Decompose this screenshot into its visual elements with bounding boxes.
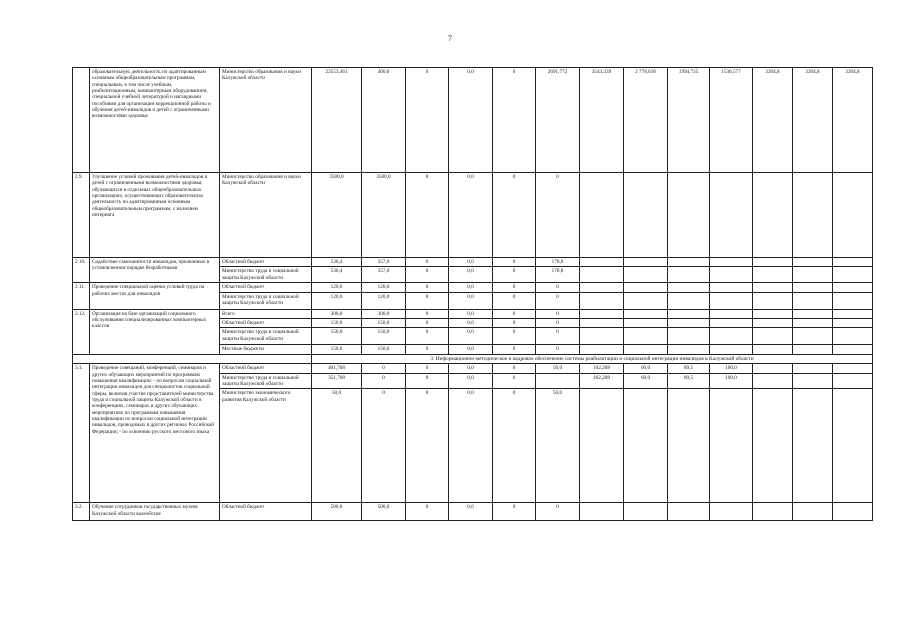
value-cell <box>668 345 710 354</box>
value-cell <box>710 173 753 258</box>
value-cell: 0 <box>493 68 536 173</box>
funding-source: Областной бюджет <box>220 503 312 521</box>
value-cell: 0 <box>406 345 449 354</box>
value-cell <box>580 283 624 292</box>
value-cell: 0 <box>536 309 580 318</box>
value-cell <box>833 364 873 373</box>
value-cell: 536,4 <box>312 258 362 267</box>
value-cell: 0 <box>536 345 580 354</box>
value-cell <box>580 503 624 521</box>
value-cell: 100,0 <box>710 364 753 373</box>
value-cell: 0 <box>536 292 580 309</box>
value-cell <box>580 389 624 503</box>
value-cell <box>833 283 873 292</box>
value-cell <box>753 309 793 318</box>
value-cell <box>710 328 753 345</box>
value-cell: 150,0 <box>362 328 406 345</box>
item-number: 2.9. <box>73 173 90 258</box>
value-cell: 0 <box>493 328 536 345</box>
value-cell <box>668 319 710 328</box>
value-cell: 0 <box>406 319 449 328</box>
value-cell <box>710 319 753 328</box>
value-cell: 1530,577 <box>710 68 753 173</box>
value-cell: 0,0 <box>449 258 493 267</box>
value-cell: 50,0 <box>312 389 362 503</box>
funding-source: Областной бюджет <box>220 283 312 292</box>
value-cell: 300,0 <box>362 309 406 318</box>
value-cell <box>668 389 710 503</box>
value-cell <box>793 328 833 345</box>
value-cell <box>668 292 710 309</box>
item-title: образовательную деятельность по адаптированным основным общеобразовательным программам, специальным, в том числе учебным, реабилитационным, компьютерным оборудованием, специальной учебной литературой и наглядными пособиями для организации коррекционной работы и обучения детей-инвалидов и детей с ограниченными возможностями здоровья <box>90 68 220 173</box>
value-cell: 0 <box>493 373 536 389</box>
funding-source: Местные бюджеты <box>220 345 312 354</box>
value-cell: 100,0 <box>710 373 753 389</box>
value-cell: 0 <box>406 309 449 318</box>
value-cell: 0 <box>493 389 536 503</box>
value-cell <box>833 389 873 503</box>
value-cell: 0 <box>362 373 406 389</box>
value-cell <box>668 267 710 283</box>
value-cell <box>668 328 710 345</box>
value-cell <box>753 364 793 373</box>
value-cell: 0 <box>362 364 406 373</box>
value-cell: 351,708 <box>312 373 362 389</box>
value-cell: 0,0 <box>449 503 493 521</box>
value-cell <box>753 503 793 521</box>
value-cell: 3204,8 <box>753 68 793 173</box>
value-cell <box>753 319 793 328</box>
value-cell: 0 <box>493 309 536 318</box>
value-cell: 0 <box>362 389 406 503</box>
value-cell: 3500,0 <box>362 173 406 258</box>
value-cell <box>833 503 873 521</box>
value-cell <box>710 292 753 309</box>
value-cell <box>793 258 833 267</box>
value-cell <box>793 345 833 354</box>
value-cell <box>753 328 793 345</box>
value-cell <box>833 173 873 258</box>
value-cell <box>793 173 833 258</box>
value-cell <box>793 283 833 292</box>
value-cell <box>793 319 833 328</box>
value-cell: 0,0 <box>449 292 493 309</box>
value-cell: 0 <box>536 319 580 328</box>
section-header-row <box>73 354 873 364</box>
value-cell: 0 <box>406 389 449 503</box>
section-3-title: 3. Информационно-методическое и кадровое обеспечение системы реабилитации и социальной интеграции инвалидов в Калужской области <box>312 354 873 364</box>
value-cell <box>624 292 668 309</box>
value-cell <box>753 267 793 283</box>
value-cell <box>793 364 833 373</box>
value-cell <box>580 258 624 267</box>
value-cell: 0,0 <box>449 309 493 318</box>
value-cell <box>753 373 793 389</box>
value-cell: 89,5 <box>668 373 710 389</box>
value-cell: 3543,339 <box>580 68 624 173</box>
value-cell <box>833 319 873 328</box>
value-cell <box>793 292 833 309</box>
funding-source: Всего <box>220 309 312 318</box>
value-cell <box>580 292 624 309</box>
table-row <box>73 173 873 258</box>
value-cell: 500,0 <box>312 503 362 521</box>
value-cell <box>624 267 668 283</box>
value-cell <box>753 283 793 292</box>
value-cell: 60,0 <box>624 364 668 373</box>
value-cell: 400,0 <box>362 68 406 173</box>
value-cell: 401,708 <box>312 364 362 373</box>
value-cell: 2 778,618 <box>624 68 668 173</box>
item-title: Улучшение условий проживания детей-инвалидов и детей с ограниченными возможностями здоровья, обучающихся в отдельных общеобразовательных организациях, осуществляющих образовательную деятельность по адаптированным основным общеобразовательным программам, с наличием интерната <box>90 173 220 258</box>
value-cell <box>710 283 753 292</box>
funding-source: Областной бюджет <box>220 258 312 267</box>
value-cell: 50,0 <box>536 364 580 373</box>
value-cell <box>833 292 873 309</box>
funding-source: Министерство труда и социальной защиты Калужской области <box>220 267 312 283</box>
value-cell: 0,0 <box>449 267 493 283</box>
value-cell <box>624 345 668 354</box>
table-row <box>73 258 873 267</box>
item-number: 2.11. <box>73 283 90 309</box>
value-cell: 3500,0 <box>312 173 362 258</box>
item-number: 2.10. <box>73 258 90 283</box>
value-cell: 0 <box>406 258 449 267</box>
value-cell <box>580 328 624 345</box>
value-cell: 0 <box>493 345 536 354</box>
value-cell: 178,8 <box>536 267 580 283</box>
value-cell: 0 <box>406 373 449 389</box>
value-cell: 0,0 <box>449 364 493 373</box>
item-number: 2.12. <box>73 309 90 354</box>
value-cell <box>833 309 873 318</box>
value-cell: 0 <box>536 173 580 258</box>
value-cell: 0,0 <box>449 173 493 258</box>
value-cell: 0,0 <box>449 389 493 503</box>
value-cell: 357,6 <box>362 267 406 283</box>
value-cell <box>710 267 753 283</box>
page-number: 7 <box>448 34 452 43</box>
value-cell <box>624 389 668 503</box>
value-cell <box>580 345 624 354</box>
value-cell: 0 <box>493 283 536 292</box>
value-cell <box>833 345 873 354</box>
table-row <box>73 68 873 173</box>
funding-source: Министерство труда и социальной защиты Калужской области <box>220 328 312 345</box>
value-cell: 150,0 <box>312 319 362 328</box>
value-cell: 102,208 <box>580 364 624 373</box>
value-cell <box>668 309 710 318</box>
item-title: Организация на базе организаций социального обслуживания специализированных компьютерных классов <box>90 309 220 354</box>
value-cell <box>580 319 624 328</box>
value-cell <box>624 309 668 318</box>
value-cell: 0 <box>406 503 449 521</box>
section-spacer-cell <box>73 354 312 364</box>
value-cell <box>624 503 668 521</box>
value-cell: 0 <box>493 173 536 258</box>
value-cell <box>624 319 668 328</box>
value-cell: 0,0 <box>449 328 493 345</box>
value-cell <box>710 503 753 521</box>
table-row <box>73 283 873 292</box>
value-cell <box>668 503 710 521</box>
value-cell: 1994,735 <box>668 68 710 173</box>
value-cell <box>753 292 793 309</box>
value-cell <box>793 373 833 389</box>
value-cell: 150,0 <box>362 319 406 328</box>
table-row <box>73 309 873 318</box>
value-cell: 0 <box>406 68 449 173</box>
value-cell: 0 <box>536 503 580 521</box>
value-cell: 120,0 <box>362 292 406 309</box>
value-cell <box>580 309 624 318</box>
value-cell: 0,0 <box>449 345 493 354</box>
value-cell: 500,0 <box>362 503 406 521</box>
value-cell: 0 <box>493 267 536 283</box>
value-cell <box>753 258 793 267</box>
funding-source: Министерство труда и социальной защиты Калужской области <box>220 373 312 389</box>
value-cell: 102,208 <box>580 373 624 389</box>
value-cell: 0 <box>493 364 536 373</box>
budget-table <box>72 67 873 521</box>
value-cell: 0,0 <box>449 373 493 389</box>
value-cell <box>833 328 873 345</box>
value-cell: 2691,772 <box>536 68 580 173</box>
value-cell: 120,0 <box>362 283 406 292</box>
value-cell <box>793 503 833 521</box>
value-cell <box>753 173 793 258</box>
value-cell: 0 <box>536 283 580 292</box>
table-row <box>73 364 873 373</box>
value-cell <box>624 173 668 258</box>
value-cell <box>793 309 833 318</box>
funding-source: Областной бюджет <box>220 319 312 328</box>
item-number: 3.2. <box>73 503 90 521</box>
funding-source: Министерство экономического развития Калужской области <box>220 389 312 503</box>
value-cell <box>753 389 793 503</box>
value-cell: 0 <box>406 328 449 345</box>
item-number: 3.1. <box>73 364 90 503</box>
value-cell: 357,6 <box>362 258 406 267</box>
funding-source: Министерство труда и социальной защиты Калужской области <box>220 292 312 309</box>
value-cell <box>710 258 753 267</box>
item-title: Обучение сотрудников государственных музеев Калужской области валеобогие <box>90 503 220 521</box>
funding-source: Областной бюджет <box>220 364 312 373</box>
value-cell: 0 <box>493 319 536 328</box>
value-cell <box>710 309 753 318</box>
value-cell: 120,0 <box>312 283 362 292</box>
value-cell <box>793 389 833 503</box>
value-cell: 0 <box>536 328 580 345</box>
value-cell: 22553,461 <box>312 68 362 173</box>
value-cell: 150,0 <box>312 345 362 354</box>
table-row <box>73 503 873 521</box>
value-cell: 89,5 <box>668 364 710 373</box>
item-title: Содействие самозанятости инвалидов, признанных в установленном порядке безработными <box>90 258 220 283</box>
value-cell: 120,0 <box>312 292 362 309</box>
value-cell: 50,0 <box>536 389 580 503</box>
value-cell <box>710 389 753 503</box>
value-cell <box>536 373 580 389</box>
value-cell <box>833 373 873 389</box>
value-cell <box>833 258 873 267</box>
value-cell: 3204,8 <box>833 68 873 173</box>
value-cell <box>580 267 624 283</box>
value-cell: 0,0 <box>449 319 493 328</box>
value-cell <box>624 283 668 292</box>
value-cell <box>753 345 793 354</box>
value-cell <box>710 345 753 354</box>
value-cell <box>833 267 873 283</box>
value-cell: 178,8 <box>536 258 580 267</box>
funding-source: Министерство образования и науки Калужской области <box>220 68 312 173</box>
value-cell <box>668 173 710 258</box>
value-cell: 0 <box>406 267 449 283</box>
value-cell: 0 <box>493 258 536 267</box>
value-cell: 0,0 <box>449 68 493 173</box>
value-cell <box>668 258 710 267</box>
value-cell <box>624 258 668 267</box>
value-cell: 0 <box>493 503 536 521</box>
value-cell: 3204,8 <box>793 68 833 173</box>
value-cell <box>793 267 833 283</box>
value-cell: 0 <box>406 173 449 258</box>
value-cell: 0 <box>406 292 449 309</box>
value-cell: 0,0 <box>449 283 493 292</box>
value-cell: 150,0 <box>312 328 362 345</box>
item-number <box>73 68 90 173</box>
value-cell <box>624 328 668 345</box>
item-title: Проведение совещаний, конференций, семинаров и других обучающих мероприятий по программам повышения квалификации: - по вопросам социальной интеграции инвалидов для специалистов социальной сферы, включая участие представителей министерства труда и социальной защиты Калужской области в конференциях, семинарах и других обучающих мероприятиях по программам повышения квалификации по вопросам социальной интеграции инвалидов, проводимых в других регионах Российской Федерации; - по освоению русского жестового языка <box>90 364 220 503</box>
value-cell: 150,0 <box>362 345 406 354</box>
funding-source: Министерство образования и науки Калужской области <box>220 173 312 258</box>
value-cell: 60,0 <box>624 373 668 389</box>
item-title: Проведение специальной оценки условий труда на рабочих местах для инвалидов <box>90 283 220 309</box>
value-cell: 0 <box>406 364 449 373</box>
value-cell <box>580 173 624 258</box>
value-cell: 0 <box>406 283 449 292</box>
value-cell: 300,0 <box>312 309 362 318</box>
value-cell <box>668 283 710 292</box>
value-cell: 536,4 <box>312 267 362 283</box>
value-cell: 0 <box>493 292 536 309</box>
